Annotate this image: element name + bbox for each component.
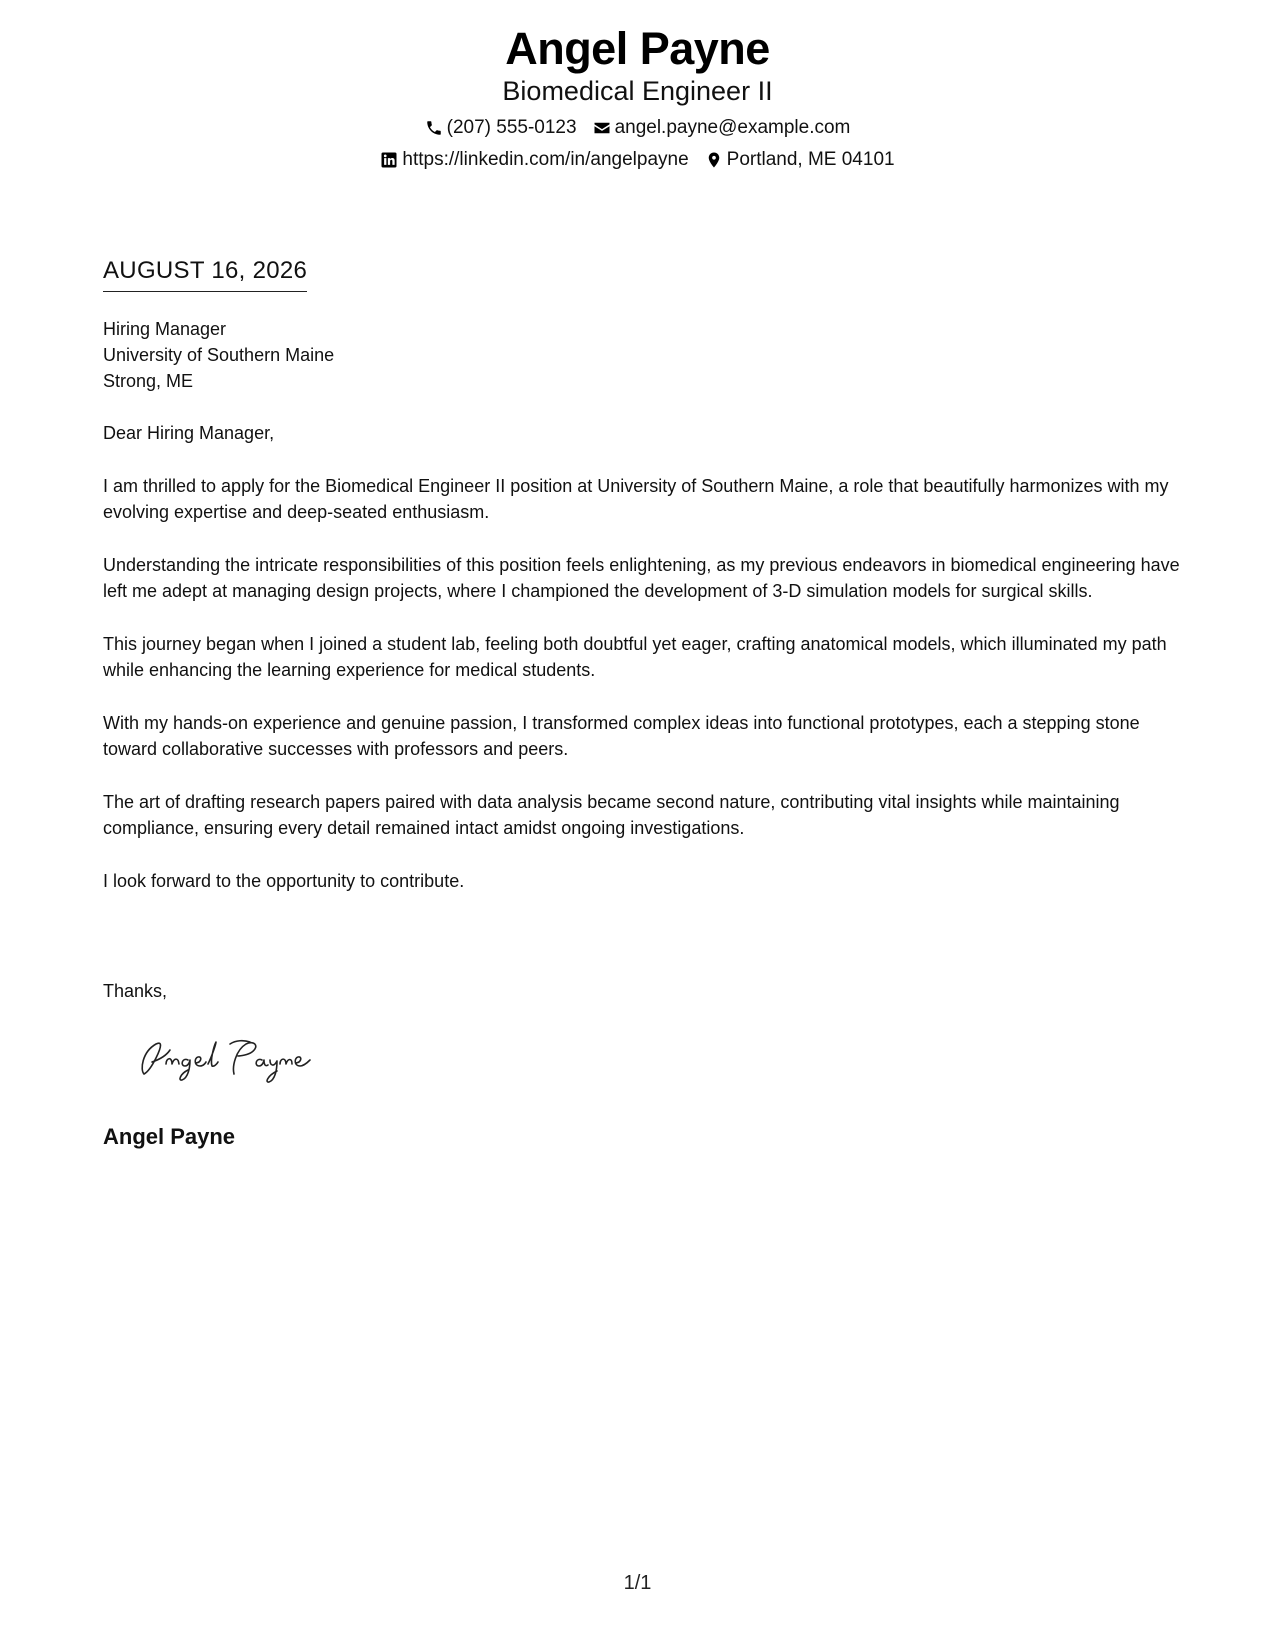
contact-location (705, 148, 895, 172)
email-address[interactable]: angel.payne@example.com (614, 117, 851, 138)
recipient-line: University of Southern Maine (103, 345, 335, 365)
linkedin-url[interactable]: https://linkedin.com/in/angelpayne (402, 149, 689, 170)
envelope-icon (593, 119, 611, 137)
body-paragraph: I look forward to the opportunity to contribute. (103, 870, 465, 891)
body-paragraph: The art of drafting research papers paired with data analysis became second nature, contributing vital insights while maintaining compliance, ensuring every detail remained intact amidst ongoing investigations. (103, 791, 1120, 838)
contact-row-primary (0, 116, 1275, 140)
letter-date: AUGUST 16, 2026 (103, 256, 307, 292)
recipient-line: Strong, ME (103, 371, 194, 391)
phone-icon (425, 119, 443, 137)
applicant-name: Angel Payne (505, 23, 770, 74)
page-number: 1/1 (623, 1572, 652, 1594)
recipient-line: Hiring Manager (103, 319, 227, 339)
contact-phone (425, 116, 577, 140)
linkedin-icon (380, 151, 398, 169)
signer-name: Angel Payne (103, 1124, 236, 1149)
contact-email[interactable] (593, 116, 851, 140)
handwritten-signature (122, 1030, 352, 1090)
salutation: Dear Hiring Manager, (103, 423, 275, 443)
closing-text: Thanks, (103, 981, 168, 1001)
location-text: Portland, ME 04101 (726, 149, 895, 170)
body-paragraph: With my hands-on experience and genuine passion, I transformed complex ideas into functional prototypes, each a stepping stone toward collaborative successes with professors and peers. (103, 712, 1140, 759)
phone-number: (207) 555-0123 (446, 117, 577, 138)
body-paragraph: This journey began when I joined a student lab, feeling both doubtful yet eager, crafting anatomical models, which illuminated my path while enhancing the learning experience for medical students. (103, 633, 1167, 680)
recipient-block (103, 316, 334, 394)
map-pin-icon (705, 151, 723, 169)
applicant-title: Biomedical Engineer II (502, 76, 773, 106)
letter-header (0, 22, 1275, 172)
body-paragraph: I am thrilled to apply for the Biomedical Engineer II position at University of Southern Maine, a role that beautifully harmonizes with my evolving expertise and deep-seated enthusiasm. (103, 475, 1169, 522)
letter-body (103, 420, 1183, 920)
contact-row-secondary (0, 148, 1275, 172)
body-paragraph: Understanding the intricate responsibilities of this position feels enlightening, as my previous endeavors in biomedical engineering have left me adept at managing design projects, where I championed the development of 3-D simulation models for surgical skills. (103, 554, 1180, 601)
contact-linkedin[interactable] (380, 148, 688, 172)
